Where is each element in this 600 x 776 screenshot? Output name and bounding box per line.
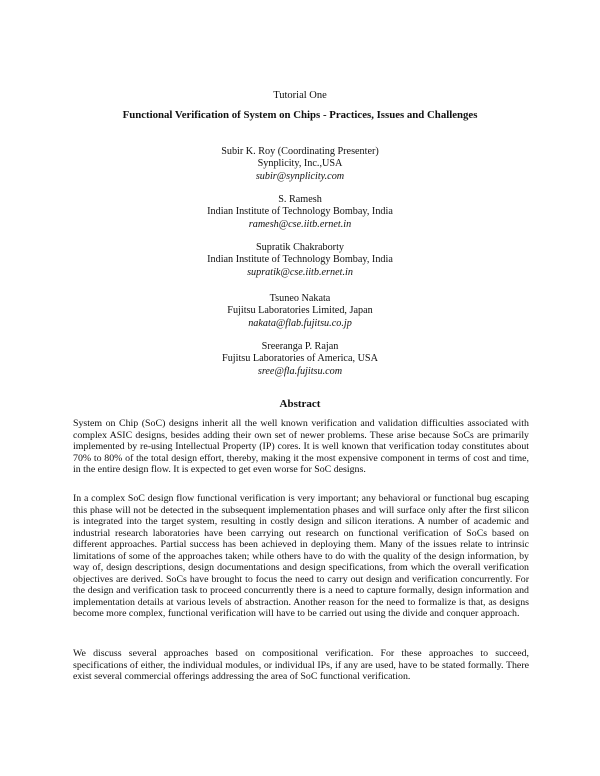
author-email: nakata@flab.fujitsu.co.jp bbox=[248, 317, 352, 329]
author-affiliation: Fujitsu Laboratories Limited, Japan bbox=[227, 305, 373, 317]
author-affiliation: Synplicity, Inc.,USA bbox=[257, 158, 343, 170]
author-email: subir@synplicity.com bbox=[255, 170, 345, 182]
author-affiliation: Fujitsu Laboratories of America, USA bbox=[222, 353, 378, 365]
abstract-paragraph: In a complex SoC design flow functional verification is very important; any behavioral or functional bug escaping this phase will not be detected in the subsequent implementation phases and will surface only after the first silicon is integrated into the target system, resulting in costly design and silicon iterations. A number of academic and industrial research laboratories have been carrying out research on functional verification of SoCs based on different approaches. Partial success has been achieved in deploying them. Many of the issues relate to intrinsic limitations of some of the approaches taken; while others have to do with the quality of the design information, by way of, design descriptions, design documentations and design specifications, from which the overall verification objectives are derived. SoCs have brought to focus the need to carry out design and verification concurrently. For the design and verification task to proceed concurrently there is a need to capture formally, design information and implementation details at various levels of abstraction. Another reason for the need to formalize is that, as designs become more complex, functional verification will have to be carried out using the divide and conquer approach. bbox=[73, 493, 529, 619]
author-email: supratik@cse.iitb.ernet.in bbox=[247, 266, 353, 278]
author-block bbox=[0, 293, 600, 330]
author-email: sree@fla.fujitsu.com bbox=[257, 365, 343, 377]
author-block bbox=[0, 146, 600, 183]
author-name: Supratik Chakraborty bbox=[256, 242, 344, 253]
author-name: Tsuneo Nakata bbox=[269, 293, 331, 304]
author-block bbox=[0, 341, 600, 378]
author-email: ramesh@cse.iitb.ernet.in bbox=[248, 218, 352, 230]
abstract-heading: Abstract bbox=[279, 398, 321, 410]
author-name: Subir K. Roy (Coordinating Presenter) bbox=[221, 146, 379, 157]
author-name: S. Ramesh bbox=[278, 194, 322, 205]
author-affiliation: Indian Institute of Technology Bombay, India bbox=[207, 254, 393, 266]
author-name: Sreeranga P. Rajan bbox=[261, 341, 339, 352]
author-block bbox=[0, 194, 600, 231]
tutorial-label: Tutorial One bbox=[273, 90, 327, 101]
paper-title: Functional Verification of System on Chips - Practices, Issues and Challenges bbox=[122, 109, 478, 121]
author-block bbox=[0, 242, 600, 279]
abstract-paragraph: We discuss several approaches based on compositional verification. For these approaches to succeed, specifications of either, the individual modules, or individual IPs, if any are used, have to be stated formally. There exist several commercial offerings addressing the area of SoC functional verification. bbox=[73, 648, 529, 682]
author-affiliation: Indian Institute of Technology Bombay, India bbox=[207, 206, 393, 218]
abstract-paragraph: System on Chip (SoC) designs inherit all the well known verification and validation difficulties associated with complex ASIC designs, besides adding their own set of newer problems. These arise because SoCs are primarily implemented by re-using Intellectual Property (IP) cores. It is well known that verification today constitutes about 70% to 80% of the total design effort, thereby, making it the most expensive component in terms of cost and time, in the entire design flow. It is expected to get even worse for SoC designs. bbox=[73, 418, 529, 475]
